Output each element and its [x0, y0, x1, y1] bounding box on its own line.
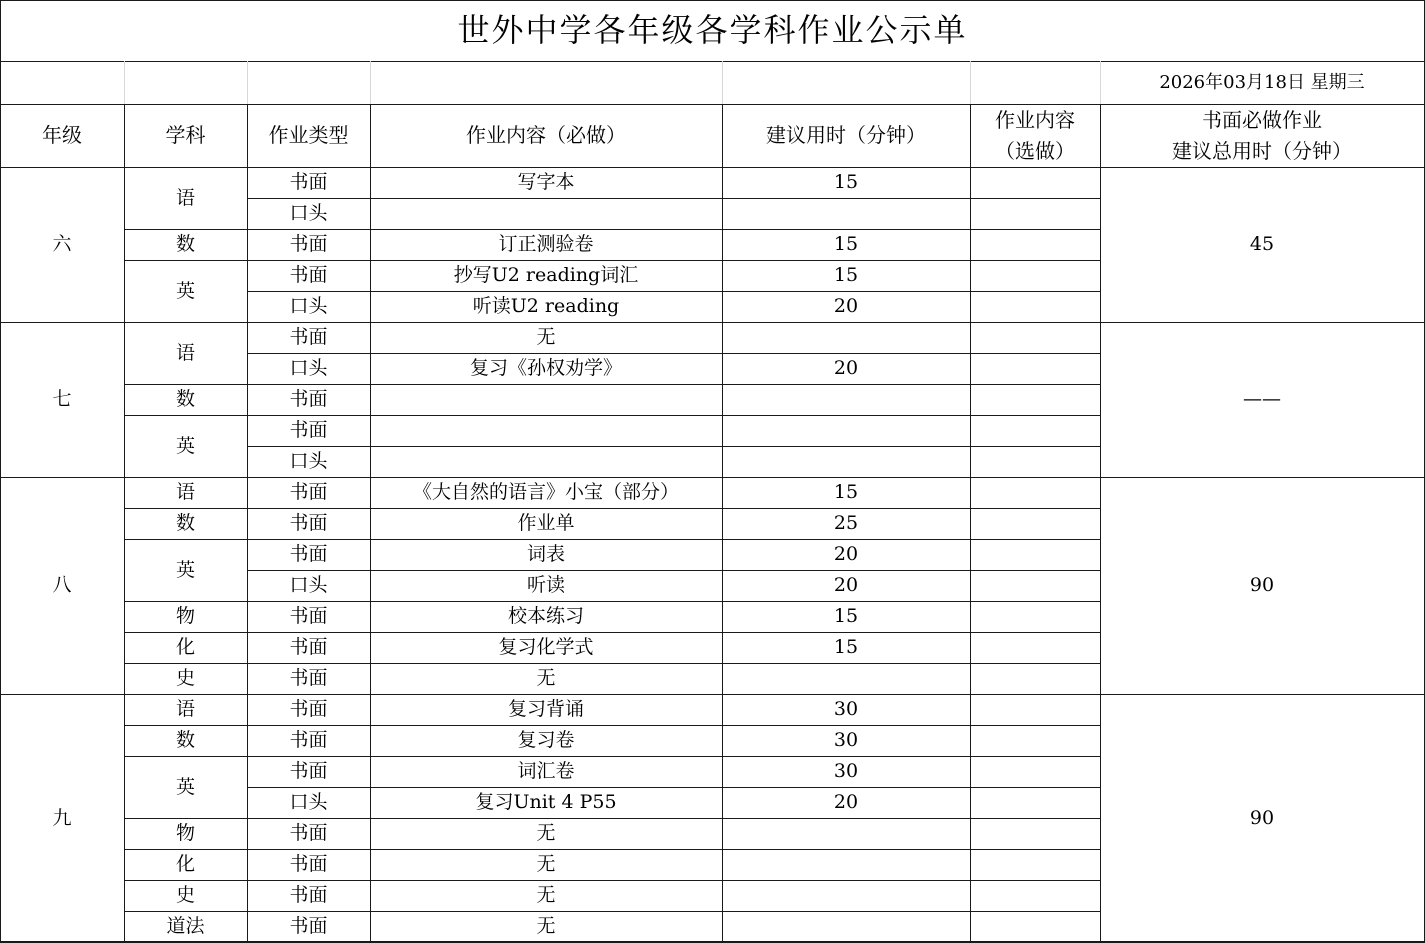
optional-content-cell	[970, 415, 1100, 446]
homework-type-cell: 书面	[289, 698, 328, 721]
homework-type-cell: 书面	[289, 636, 328, 659]
suggested-time-cell: 20	[833, 357, 859, 380]
homework-type-cell: 书面	[289, 915, 328, 938]
header-optional-line1: 作业内容	[995, 107, 1075, 132]
homework-type-cell: 口头	[289, 202, 328, 225]
subject-cell: 化	[175, 853, 195, 876]
homework-type-cell: 书面	[289, 388, 328, 411]
homework-content-cell: 词汇卷	[517, 760, 575, 783]
homework-type-cell: 口头	[289, 357, 328, 380]
grade-cell: 七	[52, 388, 72, 411]
optional-content-cell	[970, 477, 1100, 508]
suggested-time-cell	[722, 198, 970, 229]
suggested-time-cell	[722, 911, 970, 942]
subject-cell: 英	[175, 558, 195, 581]
suggested-time-cell	[722, 880, 970, 911]
suggested-time-cell: 30	[833, 698, 859, 721]
homework-content-cell: 词表	[526, 543, 565, 566]
optional-content-cell	[970, 260, 1100, 291]
suggested-time-cell	[722, 415, 970, 446]
homework-type-cell: 书面	[289, 481, 328, 504]
suggested-time-cell: 15	[833, 481, 859, 504]
homework-content-cell: 听读U2 reading	[472, 295, 620, 318]
homework-type-cell: 口头	[289, 574, 328, 597]
grid-line	[124, 61, 125, 104]
homework-type-cell: 书面	[289, 171, 328, 194]
grid-line	[0, 61, 1425, 62]
optional-content-cell	[970, 384, 1100, 415]
suggested-time-cell: 15	[833, 233, 859, 256]
homework-type-cell: 书面	[289, 512, 328, 535]
homework-type-cell: 口头	[289, 295, 328, 318]
sheet-title: 世外中学各年级各学科作业公示单	[457, 10, 968, 49]
homework-content-cell	[370, 446, 722, 477]
homework-content-cell	[370, 415, 722, 446]
grade-cell: 九	[52, 806, 72, 829]
header-optional-line2: （选做）	[995, 138, 1075, 163]
optional-content-cell	[970, 787, 1100, 818]
optional-content-cell	[970, 632, 1100, 663]
homework-type-cell: 口头	[289, 791, 328, 814]
homework-content-cell	[370, 198, 722, 229]
homework-type-cell: 书面	[289, 884, 328, 907]
homework-content-cell: 复习Unit 4 P55	[475, 791, 617, 814]
suggested-time-cell	[722, 322, 970, 353]
subject-cell: 英	[175, 775, 195, 798]
optional-content-cell	[970, 322, 1100, 353]
total-time-cell: 90	[1249, 574, 1275, 597]
homework-type-cell: 书面	[289, 760, 328, 783]
homework-type-cell: 书面	[289, 605, 328, 628]
homework-content-cell: 无	[536, 667, 556, 690]
homework-content-cell: 听读	[526, 574, 565, 597]
optional-content-cell	[970, 663, 1100, 694]
suggested-time-cell	[722, 446, 970, 477]
suggested-time-cell	[722, 384, 970, 415]
optional-content-cell	[970, 446, 1100, 477]
grade-cell: 八	[52, 574, 72, 597]
subject-cell: 物	[175, 605, 195, 628]
homework-type-cell: 口头	[289, 450, 328, 473]
optional-content-cell	[970, 818, 1100, 849]
header-total-line2: 建议总用时（分钟）	[1172, 138, 1352, 163]
header-grade: 年级	[42, 123, 82, 147]
header-optional	[970, 104, 1100, 167]
optional-content-cell	[970, 880, 1100, 911]
homework-content-cell: 无	[536, 822, 556, 845]
total-time-cell: 90	[1249, 806, 1275, 829]
optional-content-cell	[970, 694, 1100, 725]
optional-content-cell	[970, 570, 1100, 601]
subject-cell: 语	[175, 186, 195, 209]
optional-content-cell	[970, 291, 1100, 322]
homework-type-cell: 书面	[289, 729, 328, 752]
optional-content-cell	[970, 601, 1100, 632]
suggested-time-cell: 20	[833, 543, 859, 566]
subject-cell: 语	[175, 481, 195, 504]
homework-content-cell: 《大自然的语言》小宝（部分）	[412, 481, 679, 504]
suggested-time-cell	[722, 849, 970, 880]
subject-cell: 数	[175, 512, 195, 535]
suggested-time-cell: 15	[833, 636, 859, 659]
suggested-time-cell: 30	[833, 729, 859, 752]
subject-cell: 道法	[166, 915, 205, 938]
homework-content-cell: 抄写U2 reading词汇	[453, 264, 639, 287]
homework-type-cell: 书面	[289, 264, 328, 287]
suggested-time-cell	[722, 663, 970, 694]
suggested-time-cell	[722, 818, 970, 849]
homework-content-cell: 写字本	[517, 171, 575, 194]
subject-cell: 语	[175, 341, 195, 364]
homework-content-cell: 复习卷	[517, 729, 575, 752]
header-total	[1100, 104, 1424, 167]
grid-line	[1100, 61, 1101, 104]
grid-line	[0, 0, 1425, 1]
grid-line	[970, 61, 971, 104]
suggested-time-cell: 20	[833, 791, 859, 814]
subject-cell: 英	[175, 434, 195, 457]
grid-line	[370, 61, 371, 104]
grade-cell: 六	[52, 233, 72, 256]
subject-cell: 英	[175, 279, 195, 302]
homework-content-cell: 作业单	[517, 512, 575, 535]
grid-line	[247, 61, 248, 104]
date-label: 2026年03月18日 星期三	[1159, 71, 1365, 93]
homework-type-cell: 书面	[289, 853, 328, 876]
optional-content-cell	[970, 539, 1100, 570]
optional-content-cell	[970, 167, 1100, 198]
homework-content-cell: 无	[536, 853, 556, 876]
optional-content-cell	[970, 725, 1100, 756]
homework-content-cell: 复习化学式	[498, 636, 594, 659]
homework-content-cell: 复习背诵	[507, 698, 584, 721]
subject-cell: 数	[175, 388, 195, 411]
optional-content-cell	[970, 508, 1100, 539]
homework-content-cell: 无	[536, 884, 556, 907]
homework-type-cell: 书面	[289, 822, 328, 845]
optional-content-cell	[970, 911, 1100, 942]
homework-type-cell: 书面	[289, 326, 328, 349]
homework-type-cell: 书面	[289, 419, 328, 442]
optional-content-cell	[970, 229, 1100, 260]
total-time-cell: ——	[1243, 388, 1281, 411]
suggested-time-cell: 30	[833, 760, 859, 783]
homework-content-cell: 校本练习	[507, 605, 584, 628]
homework-content-cell: 无	[536, 915, 556, 938]
optional-content-cell	[970, 756, 1100, 787]
subject-cell: 化	[175, 636, 195, 659]
header-content: 作业内容（必做）	[466, 123, 626, 147]
optional-content-cell	[970, 353, 1100, 384]
subject-cell: 史	[175, 667, 195, 690]
header-type: 作业类型	[268, 123, 349, 147]
subject-cell: 数	[175, 729, 195, 752]
optional-content-cell	[970, 198, 1100, 229]
homework-content-cell: 订正测验卷	[498, 233, 594, 256]
subject-cell: 语	[175, 698, 195, 721]
grid-line	[722, 61, 723, 104]
homework-content-cell: 复习《孙权劝学》	[469, 357, 622, 380]
header-subject: 学科	[165, 123, 206, 147]
homework-type-cell: 书面	[289, 543, 328, 566]
optional-content-cell	[970, 849, 1100, 880]
homework-type-cell: 书面	[289, 667, 328, 690]
header-time: 建议用时（分钟）	[766, 123, 926, 147]
suggested-time-cell: 15	[833, 264, 859, 287]
suggested-time-cell: 15	[833, 605, 859, 628]
subject-cell: 史	[175, 884, 195, 907]
subject-cell: 数	[175, 233, 195, 256]
suggested-time-cell: 20	[833, 574, 859, 597]
suggested-time-cell: 20	[833, 295, 859, 318]
suggested-time-cell: 25	[833, 512, 859, 535]
suggested-time-cell: 15	[833, 171, 859, 194]
header-total-line1: 书面必做作业	[1202, 107, 1322, 132]
subject-cell: 物	[175, 822, 195, 845]
homework-type-cell: 书面	[289, 233, 328, 256]
total-time-cell: 45	[1249, 233, 1275, 256]
homework-content-cell	[370, 384, 722, 415]
grid-line	[0, 104, 1425, 105]
homework-content-cell: 无	[536, 326, 556, 349]
